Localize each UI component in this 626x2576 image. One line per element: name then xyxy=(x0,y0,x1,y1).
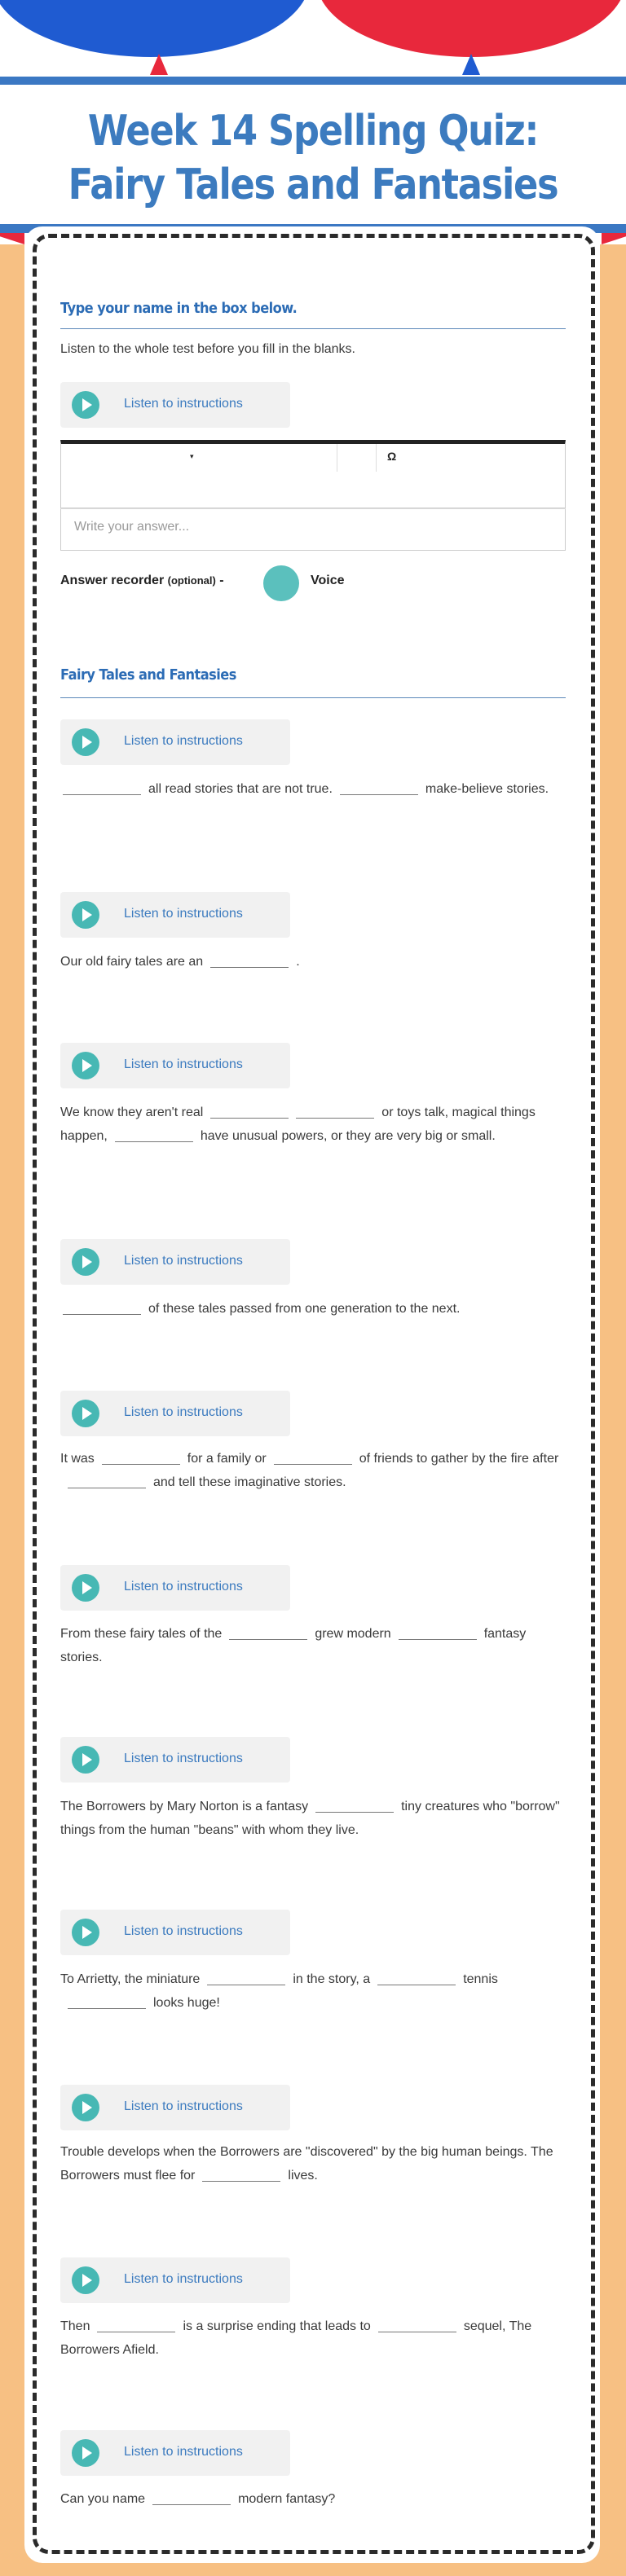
play-icon[interactable] xyxy=(72,2266,99,2294)
play-icon[interactable] xyxy=(72,1919,99,1946)
question-3 xyxy=(60,1101,566,1148)
blank-input[interactable] xyxy=(315,1796,394,1813)
listen-label: Listen to instructions xyxy=(124,1057,243,1071)
question-text: make-believe stories. xyxy=(425,782,549,796)
question-10 xyxy=(60,2314,566,2362)
question-text: of friends to gather by the fire after xyxy=(359,1452,559,1466)
question-text: Then xyxy=(60,2319,90,2333)
question-2 xyxy=(60,950,566,974)
blank-input[interactable] xyxy=(399,1624,477,1640)
question-7 xyxy=(60,1795,566,1842)
question-text: sequel, The Borrowers Afield. xyxy=(60,2319,532,2357)
question-1 xyxy=(60,777,566,801)
ribbon-graphic xyxy=(0,233,24,244)
question-text: have unusual powers, or they are very big or small. xyxy=(200,1129,496,1143)
recorder-dash: - xyxy=(219,574,224,587)
name-section-heading: Type your name in the box below. xyxy=(60,300,298,317)
blank-input[interactable] xyxy=(274,1448,352,1465)
listen-button[interactable] xyxy=(60,1910,290,1955)
record-button[interactable] xyxy=(263,565,299,601)
listen-label: Listen to instructions xyxy=(124,1580,243,1594)
question-9 xyxy=(60,2140,566,2187)
play-icon[interactable] xyxy=(72,728,99,756)
blank-input[interactable] xyxy=(202,2165,280,2182)
section-divider xyxy=(60,697,566,698)
listen-button[interactable] xyxy=(60,2430,290,2476)
question-text: in the story, a xyxy=(293,1972,371,1986)
listen-button[interactable] xyxy=(60,382,290,428)
question-text: tiny creatures who "borrow" things from the human "beans" with whom they live. xyxy=(60,1800,560,1837)
play-icon[interactable] xyxy=(72,2439,99,2467)
listen-button[interactable] xyxy=(60,1737,290,1783)
blank-input[interactable] xyxy=(377,1969,456,1985)
question-text: From these fairy tales of the xyxy=(60,1627,223,1641)
question-5 xyxy=(60,1447,566,1494)
answer-input[interactable]: Write your answer... xyxy=(60,508,566,551)
red-balloon-graphic xyxy=(316,0,626,57)
blank-input[interactable] xyxy=(340,779,418,795)
blank-input[interactable] xyxy=(68,1472,146,1488)
blank-input[interactable] xyxy=(207,1969,285,1985)
question-text: and tell these imaginative stories. xyxy=(153,1475,346,1489)
page-header xyxy=(0,0,626,244)
play-icon[interactable] xyxy=(72,1746,99,1774)
blue-balloon-graphic xyxy=(0,0,310,57)
listen-button[interactable] xyxy=(60,1239,290,1285)
blank-input[interactable] xyxy=(210,1102,289,1119)
question-4 xyxy=(60,1297,566,1321)
listen-button[interactable] xyxy=(60,719,290,765)
blank-input[interactable] xyxy=(63,1299,141,1315)
blank-input[interactable] xyxy=(152,2489,231,2505)
question-text: To Arrietty, the miniature xyxy=(60,1972,201,1986)
question-text: lives. xyxy=(288,2169,318,2183)
listen-label: Listen to instructions xyxy=(124,2099,243,2113)
question-text: grew modern xyxy=(315,1627,391,1641)
blank-input[interactable] xyxy=(68,1993,146,2009)
question-6 xyxy=(60,1622,566,1669)
listen-label: Listen to instructions xyxy=(124,1254,243,1268)
name-editor[interactable] xyxy=(60,440,566,508)
listen-label: Listen to instructions xyxy=(124,1752,243,1765)
header-stripe xyxy=(0,77,626,85)
quiz-section-heading: Fairy Tales and Fantasies xyxy=(60,666,236,684)
question-text: modern fantasy? xyxy=(238,2492,336,2506)
section-divider xyxy=(60,328,566,329)
question-text: for a family or xyxy=(187,1452,267,1466)
page-title: Week 14 Spelling Quiz: Fairy Tales and Fantasies xyxy=(68,107,558,209)
question-8 xyxy=(60,1967,566,2015)
special-character-icon[interactable]: Ω xyxy=(387,450,397,463)
play-icon[interactable] xyxy=(72,2094,99,2121)
listen-button[interactable] xyxy=(60,1043,290,1088)
recorder-optional: (optional) xyxy=(167,574,216,587)
question-text: all read stories that are not true. xyxy=(148,782,333,796)
question-text: or toys talk, magical things happen, xyxy=(60,1106,536,1143)
blank-input[interactable] xyxy=(210,952,289,968)
answer-input-border xyxy=(60,508,566,509)
blank-input[interactable] xyxy=(115,1126,193,1142)
listen-button[interactable] xyxy=(60,2257,290,2303)
balloon-knot-graphic xyxy=(150,54,168,75)
question-text: Our old fairy tales are an xyxy=(60,955,204,969)
listen-button[interactable] xyxy=(60,2085,290,2130)
listen-label: Listen to instructions xyxy=(124,1924,243,1938)
question-text: looks huge! xyxy=(153,1996,220,2010)
blank-input[interactable] xyxy=(296,1102,374,1119)
question-text: is a surprise ending that leads to xyxy=(183,2319,371,2333)
ribbon-graphic xyxy=(602,233,626,244)
blank-input[interactable] xyxy=(229,1624,307,1640)
question-text: We know they aren't real xyxy=(60,1106,204,1119)
play-icon[interactable] xyxy=(72,901,99,929)
listen-label: Listen to instructions xyxy=(124,1405,243,1419)
play-icon[interactable] xyxy=(72,1248,99,1276)
blank-input[interactable] xyxy=(97,2316,175,2332)
question-text: fantasy stories. xyxy=(60,1627,527,1664)
play-icon[interactable] xyxy=(72,391,99,419)
question-text: It was xyxy=(60,1452,95,1466)
question-text: of these tales passed from one generation to the next. xyxy=(148,1302,461,1316)
answer-recorder-label xyxy=(60,574,224,588)
recorder-label: Answer recorder xyxy=(60,574,165,587)
blank-input[interactable] xyxy=(63,779,141,795)
balloon-knot-graphic xyxy=(462,54,480,75)
play-icon[interactable] xyxy=(72,1574,99,1602)
blank-input[interactable] xyxy=(102,1448,180,1465)
question-text: Trouble develops when the Borrowers are "discovered" by the big human beings. The Borrowers must flee for xyxy=(60,2145,553,2183)
listen-label: Listen to instructions xyxy=(124,397,243,411)
listen-label: Listen to instructions xyxy=(124,907,243,921)
question-text: tennis xyxy=(463,1972,498,1986)
listen-button[interactable] xyxy=(60,892,290,938)
play-icon[interactable] xyxy=(72,1052,99,1079)
listen-label: Listen to instructions xyxy=(124,734,243,748)
question-text: Can you name xyxy=(60,2492,146,2506)
chevron-down-icon[interactable]: ▾ xyxy=(190,452,194,460)
question-text: . xyxy=(296,955,300,969)
listen-button[interactable] xyxy=(60,1565,290,1611)
listen-button[interactable] xyxy=(60,1391,290,1436)
question-text: The Borrowers by Mary Norton is a fantasy xyxy=(60,1800,309,1813)
play-icon[interactable] xyxy=(72,1400,99,1427)
listen-label: Listen to instructions xyxy=(124,2445,243,2459)
name-instructions: Listen to the whole test before you fill in the blanks. xyxy=(60,342,355,356)
toolbar-divider xyxy=(376,444,377,472)
question-11 xyxy=(60,2487,566,2511)
voice-label: Voice xyxy=(311,574,345,587)
listen-label: Listen to instructions xyxy=(124,2272,243,2286)
blank-input[interactable] xyxy=(378,2316,456,2332)
